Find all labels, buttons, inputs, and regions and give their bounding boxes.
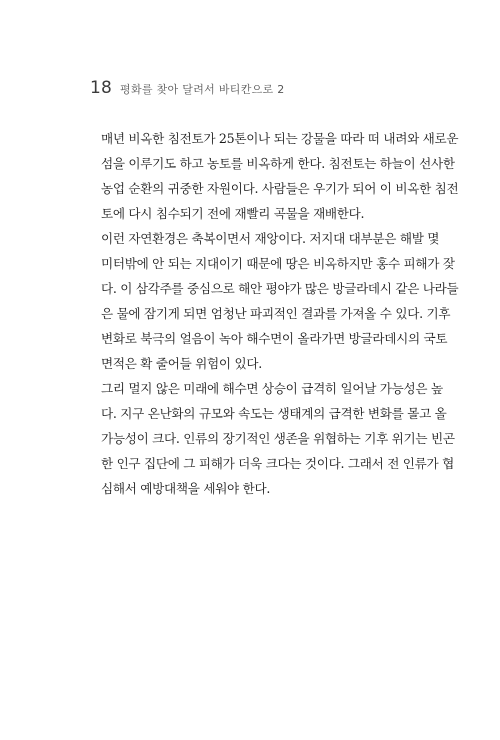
- text-line: 다. 지구 온난화의 규모와 속도는 생태계의 급격한 변화를 몰고 올: [101, 406, 447, 421]
- text-line: 변화로 북극의 얼음이 녹아 해수면이 올라가면 방글라데시의 국토: [101, 331, 448, 346]
- text-line: 은 물에 잠기게 되면 엄청난 파괴적인 결과를 가져올 수 있다. 기후: [101, 306, 451, 321]
- text-line: 면적은 확 줄어들 위험이 있다.: [101, 356, 262, 371]
- text-line: 가능성이 크다. 인류의 장기적인 생존을 위협하는 기후 위기는 빈곤: [101, 431, 455, 446]
- text-line: 다. 이 삼각주를 중심으로 해안 평야가 많은 방글라데시 같은 나라들: [101, 281, 459, 296]
- text-line: 그리 멀지 않은 미래에 해수면 상승이 급격히 일어날 가능성은 높: [101, 381, 443, 396]
- text-line: 심해서 예방대책을 세워야 한다.: [101, 481, 271, 496]
- text-line: 섬을 이루기도 하고 농토를 비옥하게 한다. 침전토는 하늘이 선사한: [101, 156, 455, 171]
- text-line: 매년 비옥한 침전토가 25톤이나 되는 강물을 따라 떠 내려와 새로운: [101, 131, 459, 146]
- paragraph-3: [90, 376, 455, 501]
- paragraph-2: [90, 226, 459, 376]
- paragraph-1: [90, 126, 459, 226]
- text-line: 미터밖에 안 되는 지대이기 때문에 땅은 비옥하지만 홍수 피해가 잦: [101, 256, 455, 271]
- running-header-title: 평화를 찾아 달려서 바티칸으로 2: [120, 83, 285, 96]
- text-line: 이런 자연환경은 축복이면서 재앙이다. 저지대 대부분은 해발 몇: [101, 231, 440, 246]
- text-line: 토에 다시 침수되기 전에 재빨리 곡물을 재배한다.: [101, 206, 365, 221]
- text-line: 한 인구 집단에 그 피해가 더욱 크다는 것이다. 그래서 전 인류가 협: [101, 456, 454, 471]
- running-header: [90, 78, 285, 98]
- body-text: [90, 126, 459, 501]
- text-line: 농업 순환의 귀중한 자원이다. 사람들은 우기가 되어 이 비옥한 침전: [101, 181, 459, 196]
- page-number: 18: [90, 78, 113, 98]
